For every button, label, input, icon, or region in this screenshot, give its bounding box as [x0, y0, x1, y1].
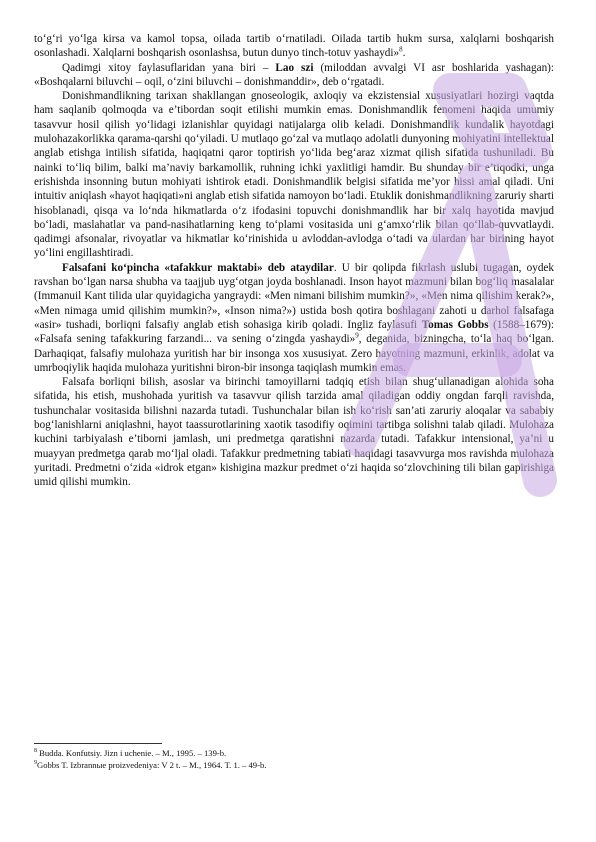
footnote-text: Gobbs T. Izbrannыe proizvedeniya: V 2 t. – M., 1964. T. 1. – 49-b.	[37, 760, 267, 770]
footnote	[34, 747, 554, 759]
bold-text: Falsafani ko‘pincha «tafakkur maktabi» deb ataydilar	[62, 261, 334, 274]
page-body	[34, 32, 554, 490]
text-run: Qadimgi xitoy faylasuflaridan yana biri –	[62, 61, 276, 74]
footnote-number: 9	[34, 760, 37, 767]
bold-text: Tomas Gobbs	[421, 318, 489, 331]
paragraph	[34, 89, 554, 261]
body-text	[34, 32, 554, 490]
footnote-ref: 9	[355, 331, 359, 340]
paragraph	[34, 32, 554, 61]
text-run: , deganida, bizningcha, to‘la haq bo‘lgan. Darhaqiqat, falsafiy mulohaza yuritish har bir insonga xos xususiyat. Zero hayotning mazmuni, erkinlik, adolat va umrboqiylik haqida mulohaza yuritishni biron-bir insonga taqiqlash mumkin emas.	[34, 333, 554, 374]
text-run: . U bir qolipda fikrlash uslubi tugagan, oydek ravshan bo‘lgan narsa shubha va taajjub uyg‘otgan joyda boshlanadi. Inson hayot mazmuni bilan bog‘liq masalalar (Immanuil Kant tilida ular quyidagicha yangraydi: «Men nimani bilishim mumkin?», «Men nima qilishim kerak?», «Men nimaga umid qilishim mumkin?», «Inson nima?») ustida bosh qotira boshlagani zahoti u darhol falsafaga «asir» tushadi, borliqni falsafiy anglab etish sohasiga kirib qoladi. Ingliz faylasufi	[34, 261, 554, 331]
footnotes	[34, 747, 554, 771]
footnote-text: Budda. Konfutsiy. Jizn i uchenie. – M., 1995. – 139-b.	[37, 748, 227, 758]
text-run: (miloddan avvalgi VI asr boshlarida yashagan): «Boshqalarni biluvchi – oqil, o‘zini biluvchi – donishmanddir», deb o‘rgatadi.	[34, 61, 554, 88]
paragraph	[34, 375, 554, 489]
footnote-ref: 8	[399, 45, 403, 54]
text-run: to‘g‘ri yo‘lga kirsa va kamol topsa, oilada tartib o‘rnatiladi. Oilada tartib hukm sursa, xalqlarni boshqarish osonlashadi. Xalqlarni boshqarish osonlashsa, butun dunyo tinch-totuv yashaydi»	[34, 33, 554, 60]
footnote	[34, 759, 554, 771]
paragraph	[34, 61, 554, 90]
paragraph	[34, 261, 554, 375]
text-run: (1588–1679): «Falsafa sening tafakkuring farzandi... va sening o‘zingda yashaydi»	[34, 318, 555, 346]
text-run: Donishmandlikning tarixan shakllangan gnoseologik, axloqiy va ekzistensial xususiyatlari hozirgi vaqtda ham saqlanib qolmoqda va e’tibordan soqit etilishi mumkin emas. Donishmandlik fenomeni haqida umumiy tasavvur hosil qilish yo‘lidagi izlanishlar quyidagi natijalarga olib keladi. Donishmandlik kundalik hayotdagi mulohazakorlikka qarama-qarshi qo‘yiladi. U mutlaqo go‘zal va mutlaqo adolatli dunyoning mohiyatini intellektual anglab etishga intilish sifatida, haqiqatni qaror toptirish yo‘lida beg‘araz xizmat qilish sifatida tushuniladi. Bu nainki to‘liq bilim, balki ma’naviy barkamollik, ruhning ichki yaxlitligi hamdir. Bu shunday bir e’tiqodki, unga erishishda insonning butun mohiyati ishtirok etadi. Donishmandlik belgisi sifatida me’yor hissi amal qiladi. Uni intuitiv aniqlash «hayot haqiqati»ni anglab etish sifatida namoyon bo‘ladi. Etuklik donishmandlikning zaruriy sharti hisoblanadi, qisqa va lo‘nda hikmatlarda o‘z ifodasini topuvchi donishmandlik har bir xalq hayotida mavjud bo‘ladi, maslahatlar va pand-nasihatlarning keng to‘plami vositasida uni g‘amxo‘rlik bilan qo‘llab-quvvatlaydi. qadimgi afsonalar, rivoyatlar va hikmatlar ko‘rinishida u avloddan-avlodga o‘tadi va ulardan har birining hayot yo‘lini engillashtiradi.	[34, 90, 554, 260]
footnote-number: 8	[34, 748, 37, 755]
text-run: Falsafa borliqni bilish, asoslar va birinchi tamoyillarni tadqiq etish bilan shug‘ullanadigan alohida soha sifatida, his etish, mushohada yuritish va tasavvur qilish tarzida amal qiladigan oddiy ongdan farqli ravishda, tushunchalar vositasida bilishni nazarda tutadi. Tushunchalar bilan ish ko‘rish san’ati zaruriy aloqalar va sababiy bog‘lanishlarni aniqlashni, hayot taassurotlarining xaotik tasodifiy oqimini tartibga solishni talab qiladi. Mulohaza kuchini tarbiyalash e’tiborni jamlash, uni predmetga qaratishni nazarda tutadi. Tafakkur intensional, ya’ni u muayyan predmetga qarab mo‘ljal oladi. Tafakkur predmetning tabiati haqidagi tasavvurga mos ravishda mulohaza yuritadi. Predmetni o‘zida «idrok etgan» kishigina mazkur predmet o‘zi haqida so‘zlovchining tili bilan gapirishiga umid qilishi mumkin.	[34, 376, 554, 489]
footnote-separator	[34, 743, 162, 744]
text-run: .	[402, 47, 406, 60]
bold-text: Lao szi	[275, 61, 314, 74]
